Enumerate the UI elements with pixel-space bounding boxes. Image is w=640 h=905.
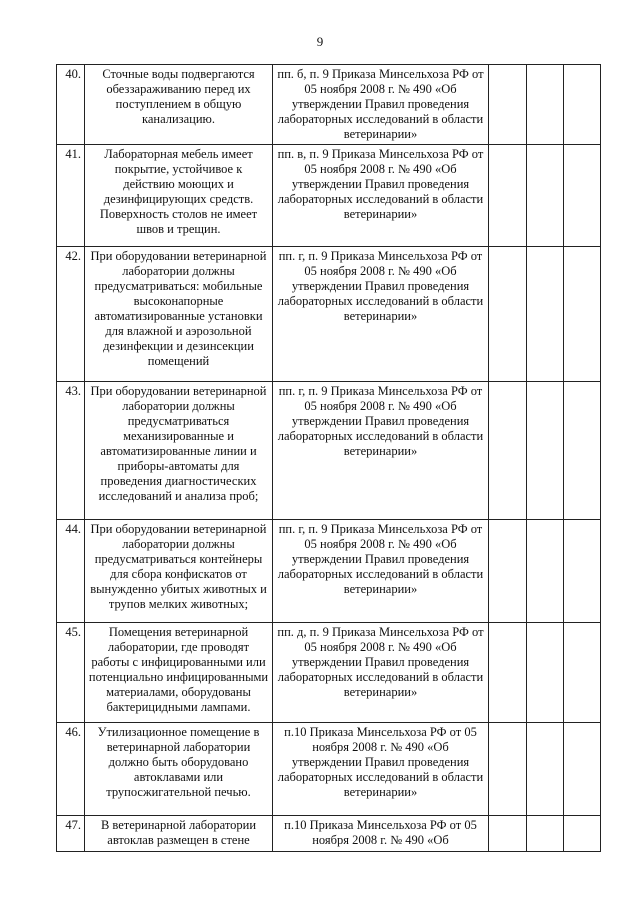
table-row <box>57 723 601 816</box>
table-row <box>57 623 601 723</box>
requirement-text: Сточные воды подвергаются обеззараживанию перед их поступлением в общую канализацию. <box>85 65 273 145</box>
answer-no-cell <box>527 382 564 520</box>
answer-yes-cell <box>489 382 527 520</box>
legal-source-text: п.10 Приказа Минсельхоза РФ от 05 ноября 2008 г. № 490 «Об <box>273 816 489 852</box>
answer-no-cell <box>527 723 564 816</box>
answer-no-cell <box>527 145 564 247</box>
legal-source-text: пп. г, п. 9 Приказа Минсельхоза РФ от 05 ноября 2008 г. № 490 «Об утверждении Правил проведения лабораторных исследований в области ветеринарии» <box>273 520 489 623</box>
requirement-text: Утилизационное помещение в ветеринарной лаборатории должно быть оборудовано автоклавами или трупосжигательной печью. <box>85 723 273 816</box>
answer-na-cell <box>564 520 601 623</box>
legal-source-text: п.10 Приказа Минсельхоза РФ от 05 ноября 2008 г. № 490 «Об утверждении Правил проведения лабораторных исследований в области ветеринарии» <box>273 723 489 816</box>
requirement-text: При оборудовании ветеринарной лаборатории должны предусматриваться: мобильные высоконапорные автоматизированные установки для влажной и аэрозольной дезинфекции и дезинсекции помещений <box>85 247 273 382</box>
row-number: 44. <box>57 520 85 623</box>
legal-source-text: пп. г, п. 9 Приказа Минсельхоза РФ от 05 ноября 2008 г. № 490 «Об утверждении Правил проведения лабораторных исследований в области ветеринарии» <box>273 247 489 382</box>
requirement-text: Помещения ветеринарной лаборатории, где проводят работы с инфицированными или потенциально инфицированными материалами, оборудованы бактерицидными лампами. <box>85 623 273 723</box>
row-number: 46. <box>57 723 85 816</box>
table-row <box>57 520 601 623</box>
table-row <box>57 145 601 247</box>
table-row <box>57 247 601 382</box>
answer-na-cell <box>564 816 601 852</box>
requirement-text: При оборудовании ветеринарной лаборатории должны предусматриваться контейнеры для сбора конфискатов от вынужденно убитых животных и трупов мелких животных; <box>85 520 273 623</box>
answer-yes-cell <box>489 145 527 247</box>
answer-na-cell <box>564 623 601 723</box>
row-number: 40. <box>57 65 85 145</box>
row-number: 47. <box>57 816 85 852</box>
answer-na-cell <box>564 382 601 520</box>
answer-no-cell <box>527 520 564 623</box>
row-number: 43. <box>57 382 85 520</box>
table-row <box>57 382 601 520</box>
checklist-table <box>56 64 601 852</box>
legal-source-text: пп. г, п. 9 Приказа Минсельхоза РФ от 05 ноября 2008 г. № 490 «Об утверждении Правил проведения лабораторных исследований в области ветеринарии» <box>273 382 489 520</box>
answer-yes-cell <box>489 65 527 145</box>
table-row <box>57 816 601 852</box>
answer-yes-cell <box>489 520 527 623</box>
row-number: 42. <box>57 247 85 382</box>
answer-yes-cell <box>489 247 527 382</box>
answer-na-cell <box>564 247 601 382</box>
page-number: 9 <box>316 34 324 49</box>
requirement-text: Лабораторная мебель имеет покрытие, устойчивое к действию моющих и дезинфицирующих средств. Поверхность столов не имеет швов и трещин. <box>85 145 273 247</box>
legal-source-text: пп. д, п. 9 Приказа Минсельхоза РФ от 05 ноября 2008 г. № 490 «Об утверждении Правил проведения лабораторных исследований в области ветеринарии» <box>273 623 489 723</box>
answer-na-cell <box>564 65 601 145</box>
legal-source-text: пп. б, п. 9 Приказа Минсельхоза РФ от 05 ноября 2008 г. № 490 «Об утверждении Правил проведения лабораторных исследований в области ветеринарии» <box>273 65 489 145</box>
answer-no-cell <box>527 816 564 852</box>
table-row <box>57 65 601 145</box>
answer-yes-cell <box>489 816 527 852</box>
row-number: 45. <box>57 623 85 723</box>
answer-na-cell <box>564 723 601 816</box>
legal-source-text: пп. в, п. 9 Приказа Минсельхоза РФ от 05 ноября 2008 г. № 490 «Об утверждении Правил проведения лабораторных исследований в области ветеринарии» <box>273 145 489 247</box>
answer-no-cell <box>527 65 564 145</box>
requirement-text: В ветеринарной лаборатории автоклав размещен в стене <box>85 816 273 852</box>
answer-na-cell <box>564 145 601 247</box>
row-number: 41. <box>57 145 85 247</box>
requirement-text: При оборудовании ветеринарной лаборатории должны предусматриваться механизированные и автоматизированные линии и приборы-автоматы для проведения диагностических исследований и анализа проб; <box>85 382 273 520</box>
answer-no-cell <box>527 623 564 723</box>
answer-yes-cell <box>489 723 527 816</box>
answer-no-cell <box>527 247 564 382</box>
answer-yes-cell <box>489 623 527 723</box>
